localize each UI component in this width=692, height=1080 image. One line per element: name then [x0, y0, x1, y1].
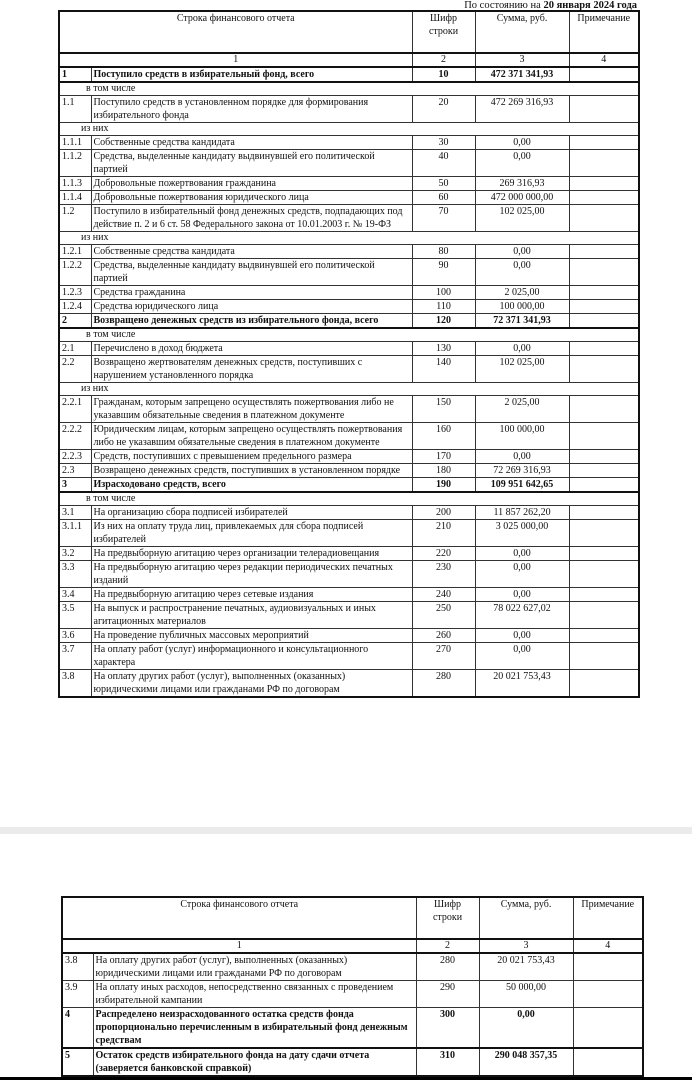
line-note	[569, 520, 639, 547]
line-code: 110	[412, 300, 475, 314]
line-note	[569, 629, 639, 643]
line-number: 3.6	[59, 629, 91, 643]
line-description: Юридическим лицам, которым запрещено осуществлять пожертвования либо не указавшим обязательные сведения в платежном документе	[91, 423, 412, 450]
line-code: 290	[416, 981, 479, 1008]
line-number: 3.1.1	[59, 520, 91, 547]
line-description: Гражданам, которым запрещено осуществлять пожертвования либо не указавшим обязательные сведения в платежном документе	[91, 396, 412, 423]
column-number-2: 2	[412, 53, 475, 67]
line-note	[569, 96, 639, 123]
line-code: 60	[412, 191, 475, 205]
line-note	[569, 423, 639, 450]
line-code: 50	[412, 177, 475, 191]
table-row	[59, 396, 639, 423]
line-amount: 20 021 753,43	[479, 953, 573, 981]
line-note	[573, 1008, 643, 1049]
line-amount: 78 022 627,02	[475, 602, 569, 629]
line-number: 3.4	[59, 588, 91, 602]
page-separator	[0, 827, 692, 834]
subgroup-label: из них	[59, 383, 639, 396]
header-line-code: Шифр строки	[416, 897, 479, 939]
line-amount: 0,00	[475, 259, 569, 286]
line-note	[569, 259, 639, 286]
line-code: 120	[412, 314, 475, 329]
table-row	[59, 629, 639, 643]
line-description: На проведение публичных массовых мероприятий	[91, 629, 412, 643]
line-number: 3.1	[59, 506, 91, 520]
line-description: Собственные средства кандидата	[91, 245, 412, 259]
line-amount: 0,00	[475, 342, 569, 356]
line-description: Средств, поступивших с превышением предельного размера	[91, 450, 412, 464]
table-total-row	[59, 314, 639, 329]
line-number: 1.1.2	[59, 150, 91, 177]
table-row	[59, 177, 639, 191]
line-description: На оплату работ (услуг) информационного и консультационного характера	[91, 643, 412, 670]
line-number: 1.2.2	[59, 259, 91, 286]
subgroup-label-row	[59, 123, 639, 136]
line-code: 90	[412, 259, 475, 286]
line-code: 70	[412, 205, 475, 232]
line-description: Возвращено денежных средств из избирательного фонда, всего	[91, 314, 412, 329]
header-amount: Сумма, руб.	[475, 11, 569, 53]
line-note	[569, 314, 639, 329]
line-number: 3.8	[62, 953, 93, 981]
line-amount: 0,00	[475, 136, 569, 150]
line-note	[569, 356, 639, 383]
line-amount: 472 371 341,93	[475, 67, 569, 82]
line-description: На оплату других работ (услуг), выполненных (оказанных) юридическими лицами или гражданами РФ по договорам	[93, 953, 416, 981]
line-code: 200	[412, 506, 475, 520]
line-description: На оплату иных расходов, непосредственно связанных с проведением избирательной кампании	[93, 981, 416, 1008]
subgroup-label: в том числе	[59, 492, 639, 506]
column-number-3: 3	[479, 939, 573, 953]
line-description: На предвыборную агитацию через редакции периодических печатных изданий	[91, 561, 412, 588]
line-description: Из них на оплату труда лиц, привлекаемых для сбора подписей избирателей	[91, 520, 412, 547]
line-amount: 11 857 262,20	[475, 506, 569, 520]
line-code: 100	[412, 286, 475, 300]
line-code: 20	[412, 96, 475, 123]
line-note	[569, 670, 639, 698]
line-amount: 100 000,00	[475, 300, 569, 314]
line-amount: 102 025,00	[475, 205, 569, 232]
line-amount: 3 025 000,00	[475, 520, 569, 547]
line-amount: 0,00	[475, 629, 569, 643]
subgroup-label: из них	[59, 123, 639, 136]
line-note	[569, 300, 639, 314]
line-description: Средства гражданина	[91, 286, 412, 300]
line-code: 180	[412, 464, 475, 478]
line-number: 3.3	[59, 561, 91, 588]
line-number: 3.7	[59, 643, 91, 670]
line-note	[569, 177, 639, 191]
line-number: 2.2.3	[59, 450, 91, 464]
line-description: Поступило средств в избирательный фонд, всего	[91, 67, 412, 82]
line-code: 210	[412, 520, 475, 547]
line-amount: 50 000,00	[479, 981, 573, 1008]
line-number: 5	[62, 1048, 93, 1076]
line-amount: 0,00	[475, 547, 569, 561]
line-number: 3.9	[62, 981, 93, 1008]
table-row	[59, 245, 639, 259]
line-note	[573, 1048, 643, 1076]
line-amount: 0,00	[475, 450, 569, 464]
table-row	[59, 356, 639, 383]
line-description: Добровольные пожертвования юридического лица	[91, 191, 412, 205]
header-note: Примечание	[573, 897, 643, 939]
table-row	[59, 643, 639, 670]
table-row	[59, 520, 639, 547]
line-note	[569, 396, 639, 423]
line-code: 230	[412, 561, 475, 588]
line-code: 130	[412, 342, 475, 356]
line-note	[569, 588, 639, 602]
header-report-line: Строка финансового отчета	[62, 897, 416, 939]
line-number: 3.5	[59, 602, 91, 629]
line-code: 190	[412, 478, 475, 493]
table-row	[59, 547, 639, 561]
column-number-2: 2	[416, 939, 479, 953]
line-code: 240	[412, 588, 475, 602]
line-description: На организацию сбора подписей избирателей	[91, 506, 412, 520]
line-note	[569, 136, 639, 150]
line-code: 220	[412, 547, 475, 561]
line-amount: 20 021 753,43	[475, 670, 569, 698]
table-total-row	[62, 1008, 643, 1049]
line-note	[569, 464, 639, 478]
line-number: 1.1.4	[59, 191, 91, 205]
table-row	[59, 300, 639, 314]
line-note	[569, 561, 639, 588]
line-note	[569, 191, 639, 205]
column-number-3: 3	[475, 53, 569, 67]
line-amount: 109 951 642,65	[475, 478, 569, 493]
line-note	[569, 205, 639, 232]
line-description: Поступило в избирательный фонд денежных средств, подпадающих под действие п. 2 и 6 ст. 58 Федерального закона от 10.01.2003 г. № 19-ФЗ	[91, 205, 412, 232]
line-code: 140	[412, 356, 475, 383]
line-note	[569, 286, 639, 300]
line-code: 280	[416, 953, 479, 981]
line-amount: 0,00	[475, 643, 569, 670]
subgroup-label: в том числе	[59, 82, 639, 96]
financial-report-table-1	[58, 10, 640, 698]
line-amount: 0,00	[475, 245, 569, 259]
subgroup-label-row	[59, 492, 639, 506]
table-row	[59, 136, 639, 150]
line-description: На оплату других работ (услуг), выполненных (оказанных) юридическими лицами или гражданами РФ по договорам	[91, 670, 412, 698]
header-row	[62, 897, 643, 939]
line-amount: 269 316,93	[475, 177, 569, 191]
line-note	[569, 342, 639, 356]
line-number: 4	[62, 1008, 93, 1049]
column-number-4: 4	[573, 939, 643, 953]
line-note	[569, 643, 639, 670]
line-note	[569, 245, 639, 259]
line-number: 1	[59, 67, 91, 82]
line-number: 2.2.2	[59, 423, 91, 450]
table-row	[59, 506, 639, 520]
line-amount: 2 025,00	[475, 396, 569, 423]
report-date-prefix: По состоянию на	[464, 0, 544, 11]
header-row	[59, 11, 639, 53]
line-amount: 472 269 316,93	[475, 96, 569, 123]
line-number: 3.2	[59, 547, 91, 561]
table-row	[59, 96, 639, 123]
line-number: 3	[59, 478, 91, 493]
table-row	[59, 150, 639, 177]
line-amount: 0,00	[475, 150, 569, 177]
line-note	[569, 547, 639, 561]
line-note	[573, 981, 643, 1008]
table-row	[59, 464, 639, 478]
table-total-row	[59, 67, 639, 82]
line-description: На выпуск и распространение печатных, аудиовизуальных и иных агитационных материалов	[91, 602, 412, 629]
line-code: 160	[412, 423, 475, 450]
column-number-row	[59, 53, 639, 67]
subgroup-label: из них	[59, 232, 639, 245]
line-description: Средства, выделенные кандидату выдвинувшей его политической партией	[91, 150, 412, 177]
table-row	[62, 981, 643, 1008]
report-date-value: 20 января 2024 года	[543, 0, 637, 11]
line-number: 1.1	[59, 96, 91, 123]
column-number-1: 1	[62, 939, 416, 953]
line-note	[573, 953, 643, 981]
line-description: Добровольные пожертвования гражданина	[91, 177, 412, 191]
line-number: 1.2.4	[59, 300, 91, 314]
subgroup-label: в том числе	[59, 328, 639, 342]
line-description: Возвращено денежных средств, поступивших в установленном порядке	[91, 464, 412, 478]
line-number: 1.2	[59, 205, 91, 232]
line-note	[569, 150, 639, 177]
line-code: 260	[412, 629, 475, 643]
line-note	[569, 506, 639, 520]
header-report-line: Строка финансового отчета	[59, 11, 412, 53]
table-total-row	[62, 1048, 643, 1076]
line-description: Остаток средств избирательного фонда на дату сдачи отчета (заверяется банковской справкой)	[93, 1048, 416, 1076]
line-number: 2.1	[59, 342, 91, 356]
line-number: 2.2.1	[59, 396, 91, 423]
line-note	[569, 478, 639, 493]
table-row	[59, 342, 639, 356]
line-code: 80	[412, 245, 475, 259]
header-note: Примечание	[569, 11, 639, 53]
line-code: 30	[412, 136, 475, 150]
header-amount: Сумма, руб.	[479, 897, 573, 939]
line-note	[569, 450, 639, 464]
line-number: 1.1.1	[59, 136, 91, 150]
line-number: 1.1.3	[59, 177, 91, 191]
line-code: 280	[412, 670, 475, 698]
financial-report-table-2	[61, 896, 644, 1077]
line-code: 310	[416, 1048, 479, 1076]
line-description: Израсходовано средств, всего	[91, 478, 412, 493]
column-number-row	[62, 939, 643, 953]
line-description: Перечислено в доход бюджета	[91, 342, 412, 356]
line-amount: 102 025,00	[475, 356, 569, 383]
line-amount: 0,00	[479, 1008, 573, 1049]
subgroup-label-row	[59, 82, 639, 96]
line-amount: 472 000 000,00	[475, 191, 569, 205]
table-row	[59, 602, 639, 629]
line-amount: 72 371 341,93	[475, 314, 569, 329]
line-code: 10	[412, 67, 475, 82]
line-description: Распределено неизрасходованного остатка средств фонда пропорционально перечисленным в избирательный фонд денежным средствам	[93, 1008, 416, 1049]
line-number: 3.8	[59, 670, 91, 698]
line-description: На предвыборную агитацию через организации телерадиовещания	[91, 547, 412, 561]
table-row	[59, 588, 639, 602]
line-description: Возвращено жертвователям денежных средств, поступивших с нарушением установленного порядка	[91, 356, 412, 383]
subgroup-label-row	[59, 232, 639, 245]
line-number: 1.2.3	[59, 286, 91, 300]
line-note	[569, 602, 639, 629]
line-description: На предвыборную агитацию через сетевые издания	[91, 588, 412, 602]
table-row	[59, 423, 639, 450]
column-number-1: 1	[59, 53, 412, 67]
table-row	[59, 670, 639, 698]
table-total-row	[59, 478, 639, 493]
table-row	[59, 561, 639, 588]
line-description: Средства юридического лица	[91, 300, 412, 314]
line-description: Средства, выделенные кандидату выдвинувшей его политической партией	[91, 259, 412, 286]
line-amount: 0,00	[475, 561, 569, 588]
subgroup-label-row	[59, 383, 639, 396]
line-code: 300	[416, 1008, 479, 1049]
line-number: 2.3	[59, 464, 91, 478]
line-amount: 2 025,00	[475, 286, 569, 300]
header-line-code: Шифр строки	[412, 11, 475, 53]
table-row	[62, 953, 643, 981]
line-amount: 72 269 316,93	[475, 464, 569, 478]
line-code: 150	[412, 396, 475, 423]
line-amount: 0,00	[475, 588, 569, 602]
line-code: 250	[412, 602, 475, 629]
table-row	[59, 259, 639, 286]
subgroup-label-row	[59, 328, 639, 342]
table-row	[59, 205, 639, 232]
column-number-4: 4	[569, 53, 639, 67]
table-row	[59, 191, 639, 205]
document-page-2	[0, 834, 692, 1077]
line-note	[569, 67, 639, 82]
line-code: 170	[412, 450, 475, 464]
line-code: 270	[412, 643, 475, 670]
line-amount: 290 048 357,35	[479, 1048, 573, 1076]
line-amount: 100 000,00	[475, 423, 569, 450]
line-description: Поступило средств в установленном порядке для формирования избирательного фонда	[91, 96, 412, 123]
table-row	[59, 450, 639, 464]
table-row	[59, 286, 639, 300]
line-number: 2.2	[59, 356, 91, 383]
line-description: Собственные средства кандидата	[91, 136, 412, 150]
line-number: 2	[59, 314, 91, 329]
line-code: 40	[412, 150, 475, 177]
line-number: 1.2.1	[59, 245, 91, 259]
